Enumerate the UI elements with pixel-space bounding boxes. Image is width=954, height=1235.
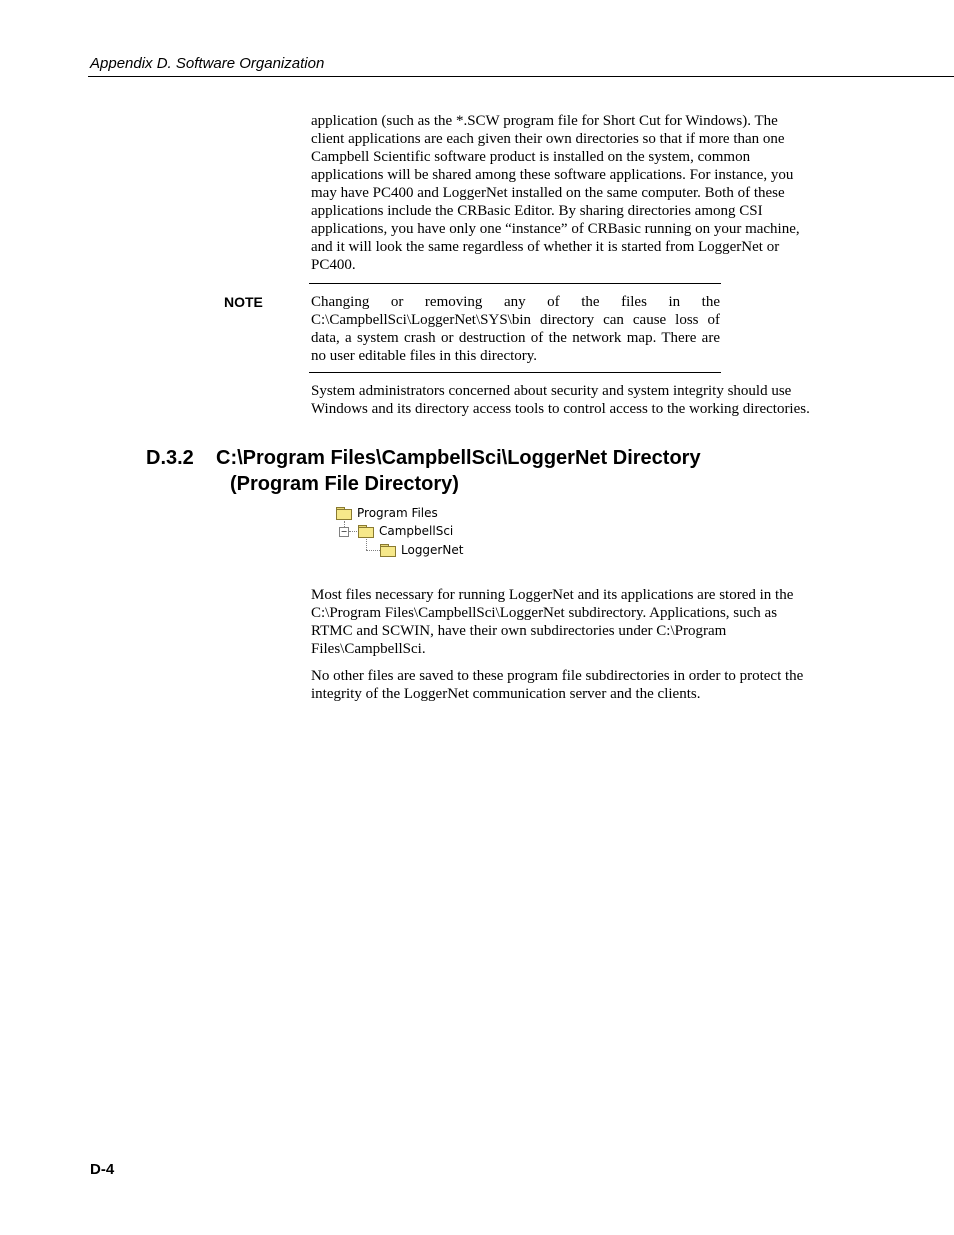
tree-item-label: CampbellSci [379,524,454,538]
header-rule [88,76,954,77]
section-number: D.3.2 [146,447,194,469]
files-text: Most files necessary for running LoggerNet and its applications are stored in the C:\Program Files\CampbellSci\LoggerNet subdirectory. Applications, such as RTMC and SCWIN, have their own subdirectories under C:\Program Files\CampbellSci. [311,587,794,657]
folder-icon [336,507,352,519]
tree-connector [366,550,380,551]
tree-connector [349,531,357,532]
collapse-icon[interactable]: − [340,527,348,536]
section-heading [146,445,701,497]
folder-icon [380,544,396,556]
note-label: NOTE [224,294,263,310]
intro-text: application (such as the *.SCW program file for Short Cut for Windows). The client applications are each given their own directories so that if more than one Campbell Scientific software product is installed on the system, common applications will be shared among these software applications. For instance, you may have PC400 and LoggerNet installed on the same computer. Both of these applications include the CRBasic Editor. By sharing directories among CSI applications, you have only one “instance” of CRBasic running on your machine, and it will look the same regardless of whether it is started from LoggerNet or PC400. [311,113,800,273]
page-number: D-4 [90,1161,115,1178]
tree-item-loggernet[interactable] [380,541,463,559]
admin-paragraph [311,382,811,418]
tree-connector [366,539,367,550]
tree-item-label: Program Files [357,506,438,520]
note-text: Changing or removing any of the files in the C:\CampbellSci\LoggerNet\SYS\bin directory can cause loss of data, a system crash or destruction of the network map. There are no user editable files in this directory. [311,294,720,364]
folder-tree [334,504,494,564]
note-box [309,283,721,373]
tree-item-campbellsci[interactable] [358,522,453,540]
admin-text: System administrators concerned about security and system integrity should use Windows and its directory access tools to control access to the working directories. [311,383,810,417]
tree-item-program-files[interactable] [336,504,438,522]
section-title-line1: C:\Program Files\CampbellSci\LoggerNet Directory [216,447,701,469]
intro-paragraph [311,112,811,274]
running-header: Appendix D. Software Organization [90,55,325,72]
integrity-text: No other files are saved to these program file subdirectories in order to protect the integrity of the LoggerNet communication server and the clients. [311,668,804,702]
folder-icon [358,525,374,537]
integrity-paragraph [311,667,811,703]
section-title-line2: (Program File Directory) [230,473,459,495]
tree-item-label: LoggerNet [401,543,464,557]
files-paragraph [311,586,811,658]
